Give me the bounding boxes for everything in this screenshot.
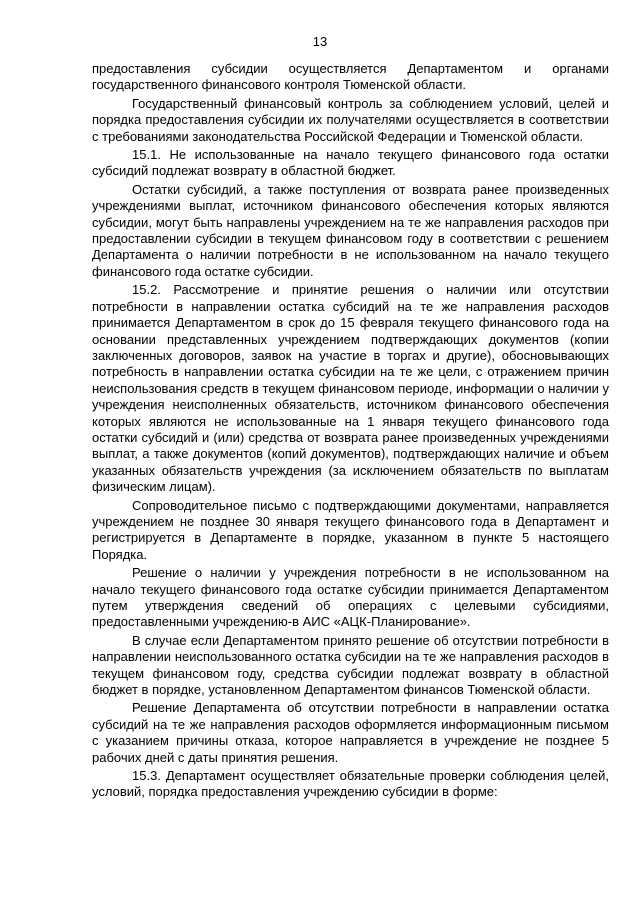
- paragraph-15-3: 15.3. Департамент осуществляет обязательные проверки соблюдения целей, условий, порядка предоставления учреждению субсидии в форме:: [92, 768, 609, 800]
- paragraph-no-need-case: В случае если Департаментом принято решение об отсутствии потребности в направлении неиспользованного остатка субсидии на те же направления расходов в текущем финансовом году, средства субсидии подлежат возврату в областной бюджет в порядке, установленном Департаментом финансов Тюменской области.: [92, 632, 609, 698]
- paragraph-decision-need: Решение о наличии у учреждения потребности в не использованном на начало текущего финансового года остатке субсидии принимается Департаментом путем утверждения сведений об операциях с целевыми субсидиями, предоставленными учреждению-в АИС «АЦК-Планирование».: [92, 565, 609, 630]
- paragraph-cover-letter: Сопроводительное письмо с подтверждающими документами, направляется учреждением не позднее 30 января текущего финансового года в Департамент и регистрируется в Департаменте в порядке, указанном в пункте 5 настоящего Порядка.: [92, 497, 609, 562]
- paragraph-15-1: 15.1. Не использованные на начало текущего финансового года остатки субсидий подлежат возврату в областной бюджет.: [92, 147, 609, 179]
- document-body: [92, 61, 609, 803]
- paragraph-15-2: 15.2. Рассмотрение и принятие решения о наличии или отсутствии потребности в направлении остатка субсидий на те же направления расходов принимается Департаментом в срок до 15 февраля текущего финансового года на основании представленных учреждением подтверждающих документов (копии заключенных договоров, заявок на участие в торгах и другие), обосновывающих потребность в направлении остатка субсидии на те же цели, с отражением причин неиспользования средств в текущем финансовом периоде, информации о наличии у учреждения неисполненных обязательств, источником финансового обеспечения которых являются не использованные на 1 января текущего финансового года остатки субсидий и (или) средства от возврата ранее произведенных учреждениями выплат, а также документов (копий документов), подтверждающих наличие и объем указанных обязательств учреждения (за исключением обязательств по выплатам физическим лицам).: [92, 282, 609, 495]
- paragraph-state-financial-control: Государственный финансовый контроль за соблюдением условий, целей и порядка предоставления субсидии их получателями осуществляется в соответствии с требованиями законодательства Российской Федерации и Тюменской области.: [92, 95, 609, 144]
- paragraph-continuation: предоставления субсидии осуществляется Департаментом и органами государственного финансового контроля Тюменской области.: [92, 61, 609, 93]
- page-number: 13: [312, 34, 328, 49]
- paragraph-refusal-letter: Решение Департамента об отсутствии потребности в направлении остатка субсидий на те же направления расходов оформляется информационным письмом с указанием причины отказа, которое направляется в учреждение не позднее 5 рабочих дней с даты принятия решения.: [92, 700, 609, 765]
- paragraph-subsidy-remainders: Остатки субсидий, а также поступления от возврата ранее произведенных учреждениями выплат, источником финансового обеспечения которых являются субсидии, могут быть направлены учреждением на те же направления расходов при предоставлении субсидии в текущем финансовом году в соответствии с решением Департамента о наличии потребности в не использованном на начало текущего финансового года остатке субсидии.: [92, 181, 609, 279]
